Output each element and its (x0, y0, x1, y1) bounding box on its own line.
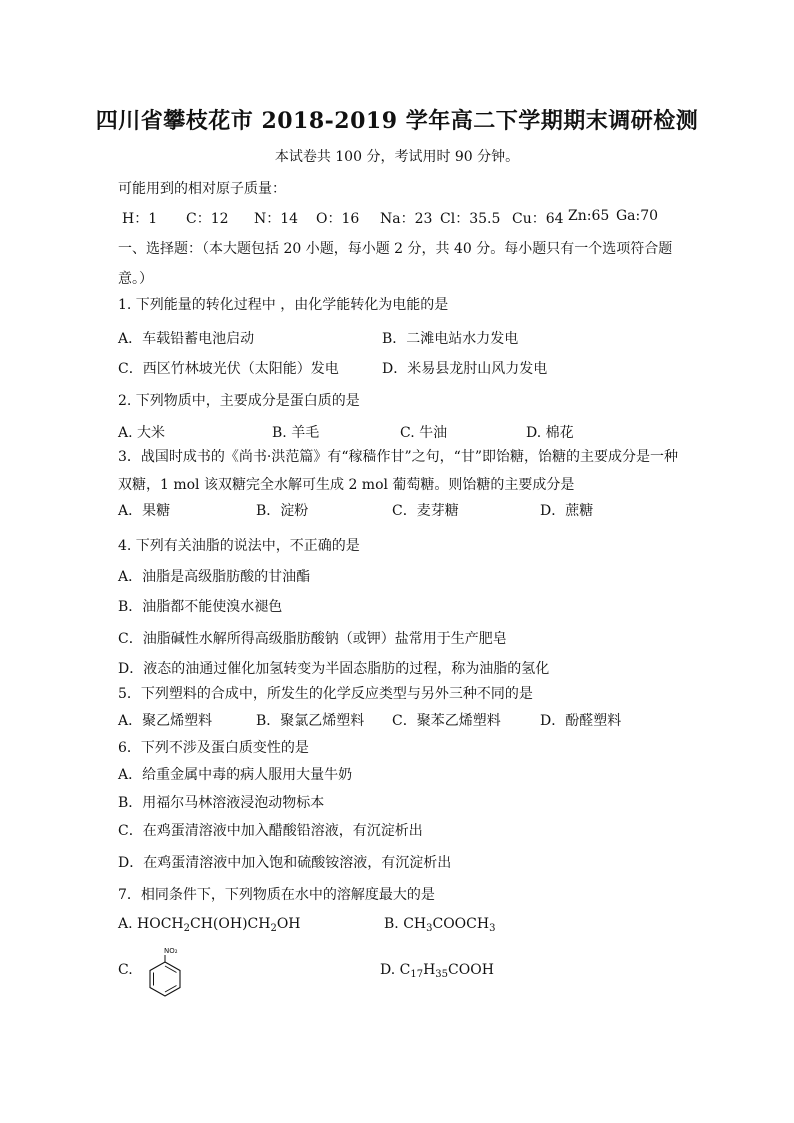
atomic-mass-item: O：16 (316, 211, 360, 227)
question-4-stem: 4. 下列有关油脂的说法中，不正确的是 (118, 538, 360, 554)
atomic-mass-item: Cl：35.5 (440, 211, 501, 227)
question-2-option-c: C. 牛油 (400, 425, 448, 441)
question-3-option-c: C．麦芽糖 (392, 503, 459, 519)
question-4-option-c: C．油脂碱性水解所得高级脂肪酸钠（或钾）盐常用于生产肥皂 (118, 631, 507, 647)
question-3-option-a: A．果糖 (118, 503, 171, 519)
question-2-option-b: B. 羊毛 (272, 425, 320, 441)
atomic-mass-item: C：12 (186, 211, 229, 227)
question-2-stem: 2. 下列物质中，主要成分是蛋白质的是 (118, 393, 360, 409)
question-7-option-a: A. $HOCH_2CH(OH)CH_2OH$ (118, 916, 301, 934)
atomic-mass-item: Na：23 (380, 211, 433, 227)
atomic-mass-label: 可能用到的相对原子质量： (118, 181, 286, 197)
atomic-mass-item: H：1 (122, 211, 158, 227)
atomic-mass-item: Zn:65 (568, 208, 610, 224)
question-1-option-c: C．西区竹林坡光伏（太阳能）发电 (118, 361, 339, 377)
question-6-option-b: B．用福尔马林溶液浸泡动物标本 (118, 795, 325, 811)
question-5-option-b: B．聚氯乙烯塑料 (256, 713, 365, 729)
question-7-option-b: B. $CH_3COOCH_3$ (384, 916, 496, 934)
page-title: 四川省攀枝花市 2018-2019 学年高二下学期期末调研检测 (95, 108, 699, 134)
question-7-option-c-label: C. (118, 962, 133, 978)
benzene-ring (150, 962, 180, 996)
atomic-mass-item: Ga:70 (616, 208, 659, 224)
question-1-option-d: D．米易县龙肘山风力发电 (382, 361, 548, 377)
question-3-stem: 3．战国时成书的《尚书·洪范篇》有“稼穑作甘”之句，“甘”即饴糖，饴糖的主要成分是一种 (118, 449, 678, 465)
question-6-option-a: A．给重金属中毒的病人服用大量牛奶 (118, 767, 353, 783)
atomic-mass-item: Cu：64 (512, 211, 564, 227)
question-5-stem: 5．下列塑料的合成中，所发生的化学反应类型与另外三种不同的是 (118, 686, 533, 702)
question-6-option-c: C．在鸡蛋清溶液中加入醋酸铅溶液，有沉淀析出 (118, 823, 423, 839)
question-5-option-d: D．酚醛塑料 (540, 713, 622, 729)
question-5-option-c: C．聚苯乙烯塑料 (392, 713, 501, 729)
question-4-option-a: A．油脂是高级脂肪酸的甘油酯 (118, 569, 311, 585)
section-heading: 一、选择题：（本大题包括 20 小题，每小题 2 分，共 40 分。每小题只有一个选项符合题 (118, 241, 673, 257)
atomic-mass-item: N：14 (254, 211, 299, 227)
question-2-option-a: A. 大米 (118, 425, 166, 441)
question-3-option-d: D．蔗糖 (540, 503, 594, 519)
question-2-option-d: D. 棉花 (526, 425, 574, 441)
question-3-option-b: B．淀粉 (256, 503, 309, 519)
question-6-option-d: D．在鸡蛋清溶液中加入饱和硫酸铵溶液，有沉淀析出 (118, 855, 452, 871)
section-heading-cont: 意。） (118, 271, 153, 287)
question-6-stem: 6．下列不涉及蛋白质变性的是 (118, 740, 309, 756)
question-1-option-a: A．车载铅蓄电池启动 (118, 331, 255, 347)
question-1-option-b: B．二滩电站水力发电 (382, 331, 519, 347)
nitrobenzene-structure (144, 946, 194, 998)
exam-info: 本试卷共 100 分，考试用时 90 分钟。 (274, 149, 520, 165)
question-1-stem: 1. 下列能量的转化过程中 ，由化学能转化为电能的是 (118, 297, 449, 313)
nitro-group-label: NO₂ (164, 947, 178, 955)
question-3-stem-cont: 双糖，1 mol 该双糖完全水解可生成 2 mol 葡萄糖。则饴糖的主要成分是 (118, 477, 575, 493)
question-5-option-a: A．聚乙烯塑料 (118, 713, 213, 729)
question-7-option-d: D. $C_{17}H_{35}COOH$ (380, 962, 494, 980)
question-4-option-b: B．油脂都不能使溴水褪色 (118, 599, 283, 615)
question-4-option-d: D．液态的油通过催化加氢转变为半固态脂肪的过程，称为油脂的氢化 (118, 661, 550, 677)
question-7-stem: 7．相同条件下，下列物质在水中的溶解度最大的是 (118, 887, 435, 903)
